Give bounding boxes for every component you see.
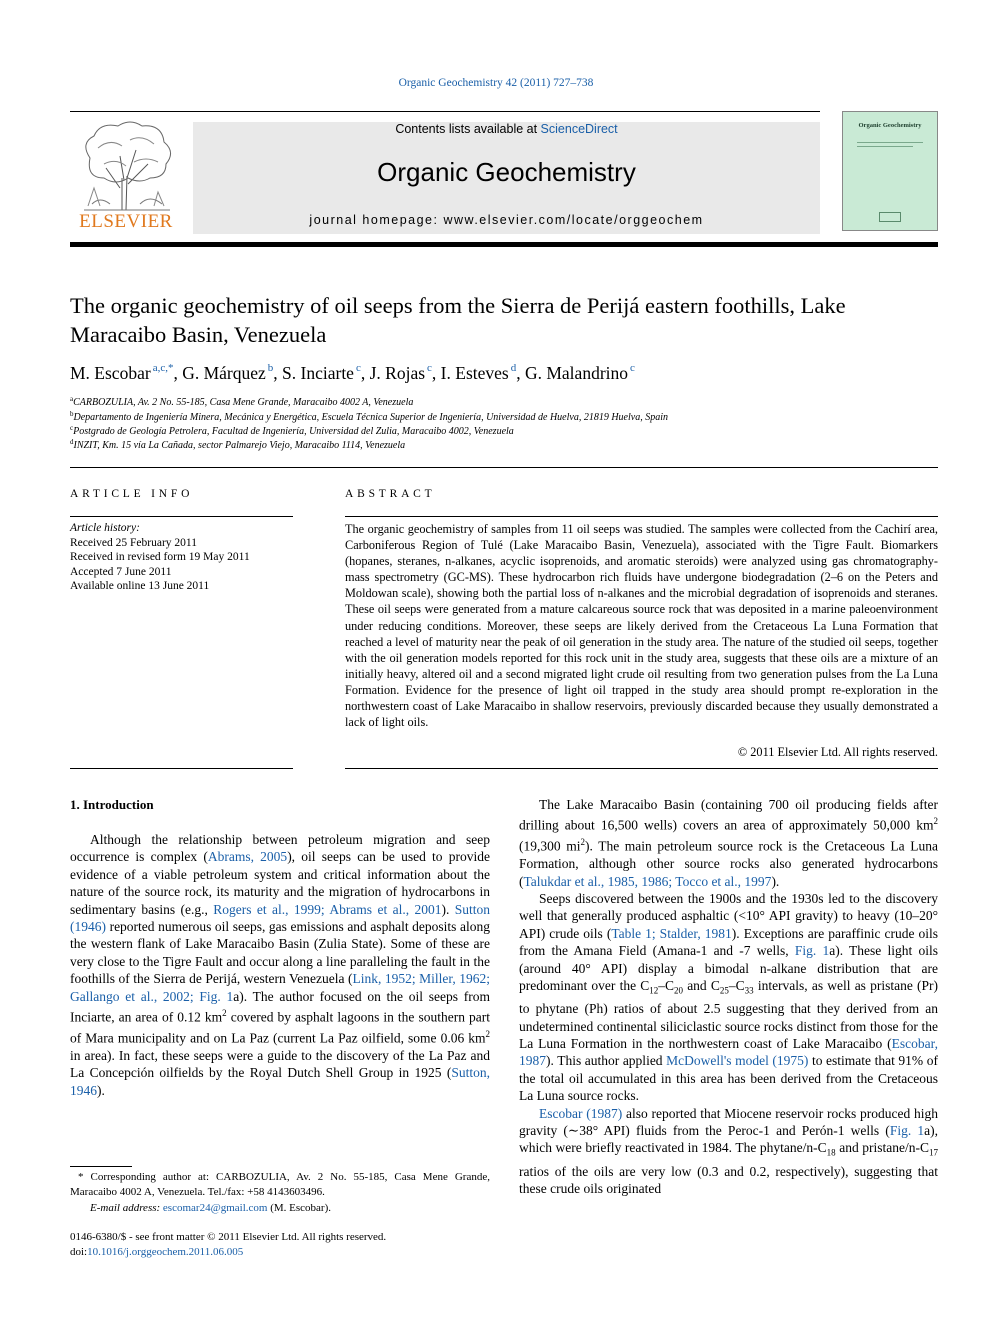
doi-line [70, 1245, 490, 1260]
citation-link[interactable]: Talukdar et al., 1985, 1986; Tocco et al., 1997 [523, 873, 772, 889]
subscript: 20 [674, 985, 684, 996]
text-run: –C [728, 978, 745, 994]
citation-link[interactable]: Sutton (1946) [70, 901, 490, 935]
superscript: 2 [485, 1028, 490, 1039]
author-separator: , [273, 363, 283, 383]
text-run: covered by asphalt lagoons in the southern part of Mara municipality and on La Paz (current La Paz oilfield, some 0.06 km [70, 1009, 490, 1046]
subscript: 33 [744, 985, 754, 996]
abstract-rule [345, 516, 938, 517]
affiliation: $^c$Postgrado de Geología Petrolera, Facultad de Ingeniería, Universidad del Zulia, Maracaibo 4002, Venezuela [70, 424, 514, 437]
citation-link[interactable]: Escobar, 1987 [519, 1035, 938, 1069]
doi-prefix: doi: [70, 1246, 88, 1258]
email-label: E-mail address: [90, 1201, 161, 1214]
paragraph [519, 890, 938, 1105]
body-column-left [70, 831, 490, 1099]
header-thick-rule [70, 242, 938, 247]
abstract-heading: ABSTRACT [345, 488, 436, 500]
author-affiliation-marker[interactable]: c [355, 362, 361, 374]
text-run: in area). In fact, these seeps were a guide to the discovery of the La Paz and La Concepción oilfields by the Royal Dutch Shell Group in 1925 ( [70, 1047, 490, 1081]
subscript: 25 [719, 985, 729, 996]
text-run: ). [97, 1082, 105, 1098]
author-name: M. Escobar [70, 363, 151, 383]
history-online: Available online 13 June 2011 [70, 580, 210, 592]
text-run: (19,300 mi [519, 838, 581, 854]
article-history [70, 521, 293, 594]
text-run: ). [441, 901, 455, 917]
text-run: Seeps discovered between the 1900s and the 1930s led to the discovery well that generally produced asphaltic (<10° API gravity) to heavy (10–20° API) crude oils ( [519, 891, 938, 941]
superscript: 2 [933, 816, 938, 827]
text-run: also reported that Miocene reservoir rocks produced high gravity (∼38° API) fluids from the Peroc-1 and Perón-1 wells ( [519, 1105, 938, 1138]
doi-link[interactable]: 10.1016/j.orggeochem.2011.06.005 [87, 1246, 244, 1258]
text-run: ). [771, 873, 780, 889]
text-run: –C [658, 978, 675, 994]
paragraph [70, 831, 490, 1099]
contents-line [193, 122, 820, 136]
abstract-copyright: © 2011 Elsevier Ltd. All rights reserved. [737, 745, 938, 759]
text-run: and pristane/n-C [835, 1140, 929, 1156]
text-run: and C [683, 978, 720, 994]
text-run: reported numerous oil seeps, gas emissions and asphalt deposits along the western flank of Lake Maracaibo Basin (Zulia State). Some of these are very close to the Tigre Fault and occur along a line paralleling the fault in the foothills of the Sierra de Perijá, western Venezuela ( [70, 919, 490, 987]
text-run: intervals, as well as pristane (Pr) to phytane (Ph) ratios of about 2.5 suggesting that they derived from an undetermined continental siliciclastic source rocks distinct from those for the La Luna Formation in the northwestern coast of Lake Maracaibo ( [519, 978, 939, 1051]
author-name: S. Inciarte [282, 363, 354, 383]
citation-link[interactable]: Fig. 1 [794, 943, 830, 959]
contents-prefix: Contents lists available at [395, 122, 541, 136]
affiliation: $^d$INZIT, Km. 15 vía La Cañada, sector Palmarejo Viejo, Maracaibo 1114, Venezuela [70, 438, 406, 451]
text-run: a). These light oils (around 40° API) display a bimodal n-alkane distribution that are predominant over the C [519, 943, 938, 994]
author-separator: , [360, 363, 370, 383]
citation-link[interactable]: McDowell's model (1975) [666, 1053, 809, 1069]
author-separator: , [431, 363, 441, 383]
subscript: 12 [649, 985, 659, 996]
issn-line: 0146-6380/$ - see front matter © 2011 Elsevier Ltd. All rights reserved. [70, 1231, 387, 1243]
elsevier-wordmark: ELSEVIER [79, 211, 173, 232]
cover-line [857, 142, 923, 143]
text-run: to estimate that 91% of the total oil accumulated in this area has been derived from the Cretaceous La Luna source rocks. [519, 1053, 938, 1104]
affiliation: $^a$CARBOZULIA, Av. 2 No. 55-185, Casa Mene Grande, Maracaibo 4002 A, Venezuela [70, 395, 414, 408]
author-affiliation-marker[interactable]: b [267, 362, 274, 374]
article-info-rule [70, 516, 293, 517]
text-run: ). This author applied [546, 1053, 667, 1069]
article-title: The organic geochemistry of oil seeps from the Sierra de Perijá eastern foothills, Lake Maracaibo Basin, Venezuela [70, 293, 846, 347]
text-run: a), which were briefly reactivated in 1984. The phytane/n-C [519, 1123, 938, 1156]
footnote [70, 1170, 490, 1216]
journal-homepage[interactable]: journal homepage: www.elsevier.com/locate/orggeochem [309, 213, 704, 227]
affiliation-rule [70, 467, 938, 468]
paragraph [519, 1105, 938, 1198]
journal-name: Organic Geochemistry [377, 157, 636, 187]
author-affiliation-marker[interactable]: c [630, 362, 635, 374]
email-line [70, 1201, 490, 1216]
history-accepted: Accepted 7 June 2011 [70, 565, 172, 578]
cover-publisher-mark [879, 212, 901, 222]
text-run: ). The main petroleum source rock is the Cretaceous La Luna Formation, although other source rocks also generated hydrocarbons ( [519, 838, 938, 889]
issn-doi-block [70, 1230, 490, 1260]
history-label: Article history: [70, 522, 140, 534]
text-run: ). Exceptions are paraffinic crude oils from the Amana Field (Amana-1 and -7 wells, [519, 925, 938, 959]
journal-cover-thumbnail [842, 111, 938, 231]
citation-link[interactable]: Sutton, 1946 [70, 1065, 490, 1098]
header-rule [70, 111, 820, 112]
email-suffix: (M. Escobar). [267, 1201, 331, 1214]
sciencedirect-link[interactable]: ScienceDirect [540, 122, 618, 136]
subscript: 17 [929, 1148, 938, 1159]
citation-link[interactable]: Escobar (1987) [539, 1105, 623, 1121]
section-heading-introduction: 1. Introduction [70, 797, 154, 812]
author-name: J. Rojas [369, 363, 426, 383]
text-run: ), oil seeps can be used to provide evidence of a viable petroleum system and critical information about the nature of the source rock, its maturity and the migration of hydrocarbons in sedimentary basins (e.g., [70, 849, 491, 917]
text-run: The Lake Maracaibo Basin (containing 700 oil producing fields after drilling about 16,500 wells) covers an area of approximately 50,000 km [519, 797, 938, 833]
subscript: 18 [826, 1148, 836, 1159]
paragraph [519, 796, 938, 890]
cover-line [857, 146, 913, 147]
body-column-right [519, 796, 938, 1197]
text-run: a). The author focused on the oil seeps from Inciarte, an area of 0.12 km [70, 988, 490, 1025]
text-run: ratios of the oils are very low (0.3 and 0.2, respectively), suggesting that these crude oils originated [519, 1163, 938, 1196]
footnote-rule [70, 1166, 132, 1167]
author-name: G. Malandrino [524, 363, 629, 383]
author-affiliation-marker[interactable]: c [427, 362, 432, 374]
superscript: 2 [580, 837, 585, 848]
citation-link[interactable]: Fig. 1 [889, 1123, 925, 1138]
superscript: 2 [222, 1008, 227, 1019]
history-revised: Received in revised form 19 May 2011 [70, 551, 250, 563]
history-received: Received 25 February 2011 [70, 536, 197, 549]
citation-link[interactable]: Table 1; Stalder, 1981 [611, 925, 732, 941]
citation-link[interactable]: Abrams, 2005 [207, 849, 288, 865]
email-link[interactable]: escomar24@gmail.com [162, 1201, 268, 1214]
citation-link[interactable]: Rogers et al., 1999; Abrams et al., 2001 [213, 901, 442, 917]
journal-citation[interactable]: Organic Geochemistry 42 (2011) 727–738 [398, 77, 594, 89]
text-run: Although the relationship between petroleum migration and seep occurrence is complex ( [70, 832, 490, 865]
author-name: G. Márquez [182, 363, 266, 383]
cover-title: Organic Geochemistry [858, 122, 922, 129]
citation-link[interactable]: Link, 1952; Miller, 1962; Gallango et al., 2002; Fig. 1 [70, 971, 491, 1004]
author-affiliation-marker[interactable]: d [510, 362, 517, 374]
author-separator: , [173, 363, 183, 383]
article-info-rule [70, 768, 293, 769]
abstract-rule [345, 768, 938, 769]
article-info-heading: ARTICLE INFO [70, 488, 194, 500]
corresponding-author-note: * Corresponding author at: CARBOZULIA, Av. 2 No. 55-185, Casa Mene Grande, Maracaibo 4002 A, Venezuela. Tel./fax: +58 4143603496. [70, 1171, 490, 1199]
author-separator: , [516, 363, 525, 383]
author-list [70, 362, 940, 384]
author-affiliation-marker[interactable]: a,c,* [152, 362, 174, 374]
affiliation: $^b$Departamento de Ingeniería Minera, Mecánica y Energética, Escuela Técnica Superior de Ingeniería, Universidad de Huelva, 21819 Huelva, Spain [70, 410, 668, 423]
author-name: I. Esteves [440, 363, 509, 383]
abstract-body: The organic geochemistry of samples from 11 oil seeps was studied. The samples were collected from the Cachirí area, Carboniferous Region of Tulé (Lake Maracaibo Basin, Venezuela), associated with the Tigre Fault. Biomarkers (hopanes, steranes, n-alkanes, acyclic isoprenoids, and aromatic steroids) were analyzed using gas chromatography-mass spectrometry (GC-MS). These hydrocarbon rich fluids have undergone biodegradation (2–6 on the Peters and Moldowan scale), showing both the partial loss of n-alkanes and the microbial degradation of isoprenoids and steranes. These oil seeps were generated from a mature calcareous source rock that was deposited in a marine paleoenvironment under reducing conditions. Moreover, these seeps are likely derived from the Cretaceous La Luna Formation that reached a level of maturity near the peak of oil generation in the study area. The nature of the studied oil seeps, together with the oil generation models reported for this rock unit in the study area, suggests that these oils are a mixture of an initially heavy, altered oil and a second migrated light crude oil resulting from two generation pulses from the La Luna Formation. Evidence for the presence of light oil trapped in the study area should prompt re-exploration in the northwestern coast of Lake Maracaibo in shallow reservoirs, previously discarded because they usually demonstrated a lack of light oils. [345, 522, 938, 730]
